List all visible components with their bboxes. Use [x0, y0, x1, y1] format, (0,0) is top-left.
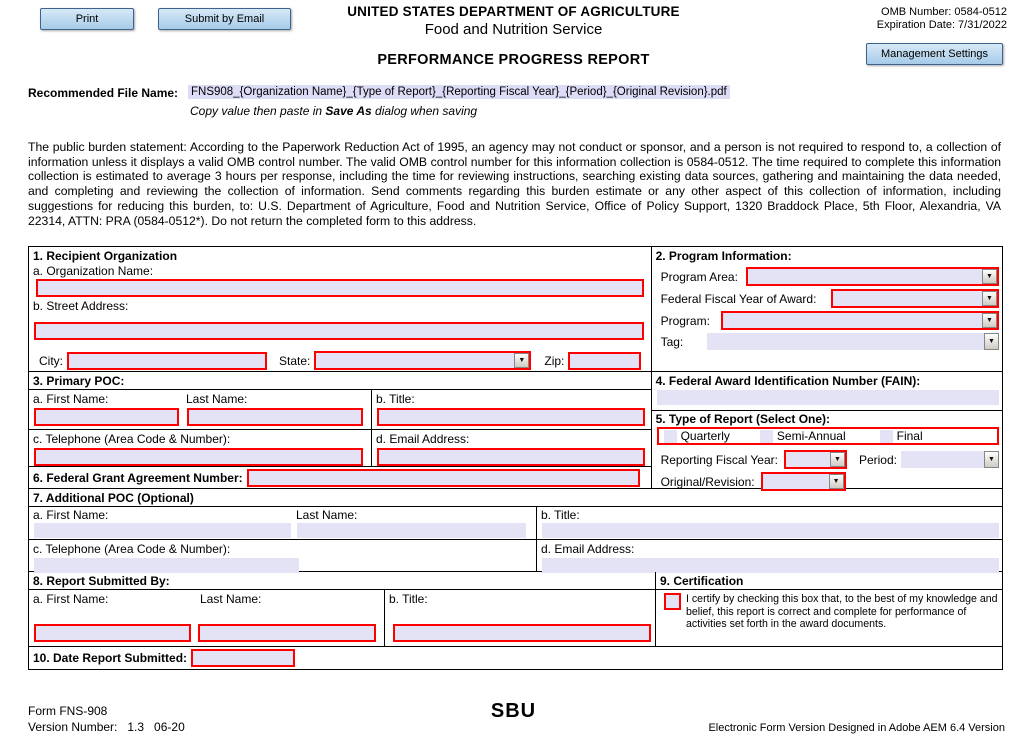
- additional-phone-label: c. Telephone (Area Code & Number):: [33, 542, 231, 556]
- section8-title: 8. Report Submitted By:: [29, 572, 655, 590]
- semi-annual-label: Semi-Annual: [776, 429, 846, 443]
- section4-title: 4. Federal Award Identification Number (FAIN):: [655, 374, 921, 388]
- primary-first-name-input[interactable]: [34, 408, 179, 426]
- date-report-submitted-input[interactable]: [191, 649, 295, 667]
- primary-phone-input[interactable]: [34, 448, 363, 466]
- section6-title: 6. Federal Grant Agreement Number:: [33, 470, 243, 485]
- omb-number: OMB Number: 0584-0512: [881, 6, 1007, 18]
- semi-annual-option[interactable]: [760, 429, 846, 443]
- reporting-fiscal-year-select[interactable]: [784, 450, 847, 469]
- organization-name-label: a. Organization Name:: [33, 264, 154, 278]
- program-select[interactable]: [721, 311, 999, 330]
- section10-title: 10. Date Report Submitted:: [33, 651, 188, 665]
- state-select[interactable]: [314, 351, 531, 370]
- recommended-file-name-value[interactable]: FNS908_{Organization Name}_{Type of Report}_{Reporting Fiscal Year}_{Period}_{Original Revision}.pdf: [188, 85, 730, 99]
- quarterly-option[interactable]: [664, 429, 730, 443]
- additional-first-name-label: a. First Name:: [33, 508, 109, 522]
- department-name: UNITED STATES DEPARTMENT OF AGRICULTURE: [347, 4, 680, 19]
- chevron-down-icon[interactable]: ▼: [982, 313, 997, 328]
- program-area-value: [748, 269, 982, 284]
- chevron-down-icon[interactable]: ▼: [830, 452, 845, 467]
- primary-last-name-input[interactable]: [187, 408, 363, 426]
- section-date-report-submitted: [29, 646, 1002, 669]
- zip-input[interactable]: [568, 352, 641, 370]
- additional-last-name-input[interactable]: [297, 523, 526, 538]
- program-area-label: Program Area:: [660, 269, 738, 284]
- additional-last-name-label: Last Name:: [296, 508, 358, 522]
- expiration-date: Expiration Date: 7/31/2022: [876, 19, 1007, 31]
- form-table: [28, 246, 1003, 670]
- street-address-input[interactable]: [34, 322, 644, 340]
- submitter-last-name-input[interactable]: [198, 624, 376, 642]
- additional-phone-input[interactable]: [34, 558, 299, 573]
- additional-email-input[interactable]: [542, 558, 999, 573]
- fain-input[interactable]: [657, 390, 999, 405]
- state-label: State:: [279, 353, 311, 368]
- public-burden-statement: The public burden statement: According to the Paperwork Reduction Act of 1995, an agency may not conduct or sponsor, and a person is not required to respond to, a collection of information unless it displays a valid OMB control number. The valid OMB control number for this information collection is 0584-0512. The time required to complete this information collection is estimated to average 3 hours per response, including the time for reviewing instructions, searching existing data sources, gathering and maintaining the data needed, and completing and reviewing the collection of information. Send comments regarding this burden estimate or any other aspect of this collection of information, including suggestions for reducing this burden, to: U.S. Department of Agriculture, Food and Nutrition Service, Office of Policy Support, 1320 Braddock Place, 5th Floor, Alexandria, VA 22314, ATTN: PRA (0584-0512*). Do not return the completed form to this address.: [28, 140, 1001, 228]
- section-primary-poc: [29, 372, 651, 467]
- state-select-value: [316, 353, 514, 368]
- sbu-marking: SBU: [490, 700, 537, 722]
- submitter-title-label: b. Title:: [389, 592, 428, 606]
- period-select[interactable]: [901, 451, 999, 468]
- primary-email-input[interactable]: [377, 448, 645, 466]
- management-settings-button[interactable]: Management Settings: [866, 43, 1003, 65]
- form-number: Form FNS-908: [28, 704, 108, 718]
- primary-title-label: b. Title:: [376, 392, 415, 406]
- hint-save-as: Save As: [325, 104, 372, 118]
- original-revision-select[interactable]: [761, 472, 846, 491]
- additional-email-label: d. Email Address:: [541, 542, 635, 556]
- chevron-down-icon[interactable]: ▼: [982, 291, 997, 306]
- tag-label: Tag:: [660, 334, 684, 349]
- additional-title-label: b. Title:: [541, 508, 580, 522]
- program-label: Program:: [660, 313, 710, 328]
- chevron-down-icon[interactable]: ▼: [984, 333, 999, 350]
- tag-select[interactable]: [707, 333, 999, 350]
- final-label: Final: [896, 429, 923, 443]
- quarterly-checkbox[interactable]: [664, 430, 677, 443]
- section5-title: 5. Type of Report (Select One):: [655, 412, 831, 426]
- report-type-group: [657, 427, 999, 445]
- primary-first-name-label: a. First Name:: [33, 392, 109, 406]
- submitter-title-input[interactable]: [393, 624, 651, 642]
- grant-agreement-number-input[interactable]: [247, 469, 640, 487]
- primary-title-input[interactable]: [377, 408, 645, 426]
- federal-fiscal-year-select[interactable]: [831, 289, 999, 308]
- original-revision-value: [763, 474, 829, 489]
- additional-title-input[interactable]: [542, 523, 999, 538]
- hint-text-after: dialog when saving: [371, 104, 478, 118]
- right-column: [652, 247, 1002, 488]
- section-certification: [656, 572, 1002, 646]
- primary-last-name-label: Last Name:: [186, 392, 248, 406]
- period-label: Period:: [858, 452, 897, 467]
- primary-email-label: d. Email Address:: [376, 432, 470, 446]
- hint-text-before: Copy value then paste in: [190, 104, 326, 118]
- program-area-select[interactable]: [746, 267, 999, 286]
- form-title: PERFORMANCE PROGRESS REPORT: [377, 52, 650, 68]
- section1-title: 1. Recipient Organization: [33, 249, 178, 263]
- section-type-of-report: [652, 411, 1002, 488]
- section2-title: 2. Program Information:: [655, 249, 792, 263]
- reporting-fiscal-year-value: [786, 452, 830, 467]
- chevron-down-icon[interactable]: ▼: [982, 269, 997, 284]
- final-option[interactable]: [880, 429, 923, 443]
- tag-value: [707, 333, 984, 350]
- quarterly-label: Quarterly: [680, 429, 730, 443]
- semi-annual-checkbox[interactable]: [760, 430, 773, 443]
- version-number: Version Number: 1.3 06-20: [28, 720, 185, 734]
- street-address-label: b. Street Address:: [33, 299, 129, 313]
- reporting-fiscal-year-label: Reporting Fiscal Year:: [660, 452, 778, 467]
- city-label: City:: [39, 353, 63, 368]
- certification-text: I certify by checking this box that, to the best of my knowledge and belief, this report is correct and complete for performance of activities set forth in the award documents.: [686, 593, 998, 631]
- aem-version-note: Electronic Form Version Designed in Adobe AEM 6.4 Version: [708, 722, 1005, 734]
- federal-fiscal-year-label: Federal Fiscal Year of Award:: [660, 291, 817, 306]
- section-fain: [652, 372, 1002, 411]
- file-name-hint: [190, 104, 477, 118]
- section-program-information: [652, 247, 1002, 372]
- submitter-last-name-label: Last Name:: [200, 592, 262, 606]
- omb-block: [877, 6, 1007, 32]
- agency-name: Food and Nutrition Service: [424, 21, 603, 38]
- city-input[interactable]: [67, 352, 267, 370]
- print-button[interactable]: Print: [40, 8, 134, 30]
- submitter-first-name-label: a. First Name:: [33, 592, 109, 606]
- section9-title: 9. Certification: [656, 572, 1002, 590]
- federal-fiscal-year-value: [833, 291, 982, 306]
- certification-checkbox[interactable]: [664, 593, 681, 610]
- submitter-first-name-input[interactable]: [34, 624, 191, 642]
- section3-title: 3. Primary POC:: [29, 372, 651, 390]
- section-additional-poc: [29, 488, 1002, 571]
- section-report-submitted-by: [29, 572, 656, 646]
- zip-label: Zip:: [544, 353, 565, 368]
- primary-phone-label: c. Telephone (Area Code & Number):: [33, 432, 231, 446]
- organization-name-input[interactable]: [36, 279, 644, 297]
- chevron-down-icon[interactable]: ▼: [829, 474, 844, 489]
- left-column: [29, 247, 652, 488]
- program-value: [723, 313, 982, 328]
- original-revision-label: Original/Revision:: [660, 474, 755, 489]
- submit-by-email-button[interactable]: Submit by Email: [158, 8, 291, 30]
- chevron-down-icon[interactable]: ▼: [514, 353, 529, 368]
- section-recipient-organization: [29, 247, 651, 372]
- section-grant-agreement: [29, 467, 651, 488]
- final-checkbox[interactable]: [880, 430, 893, 443]
- chevron-down-icon[interactable]: ▼: [984, 451, 999, 468]
- agency-header: [0, 4, 1027, 38]
- section7-title: 7. Additional POC (Optional): [29, 489, 1002, 507]
- additional-first-name-input[interactable]: [34, 523, 291, 538]
- recommended-file-name-label: Recommended File Name:: [28, 86, 179, 100]
- period-value: [901, 451, 984, 468]
